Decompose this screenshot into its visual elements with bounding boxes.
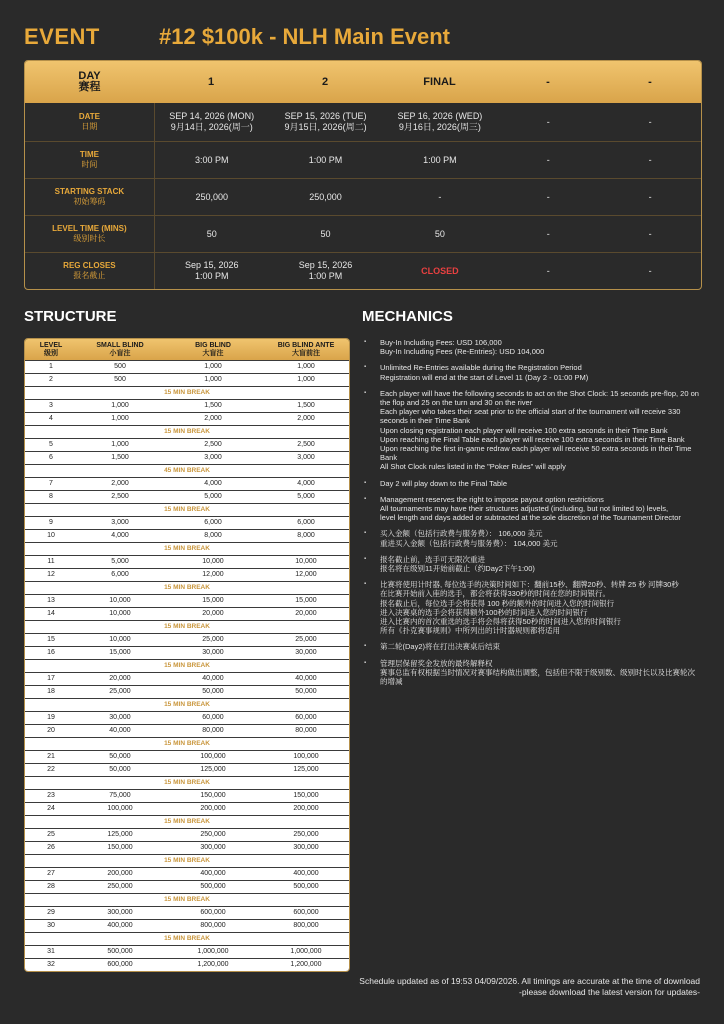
level-cell: 80,000 (202, 727, 224, 734)
level-row (25, 529, 349, 542)
level-row (25, 490, 349, 503)
mechanics-line: ▪ 报名截止前，选手可无限次重进 (380, 554, 485, 564)
schedule-cell: - (546, 228, 550, 239)
mechanics-line: ▪ Each player will have the following seconds to act on the Shot Clock: 15 seconds pre-flop, 20 on the flop and 25 on the turn and 30 on the river (380, 388, 699, 408)
level-row (25, 880, 349, 893)
level-cell: 13 (47, 597, 55, 604)
level-cell: 1,000 (111, 402, 129, 409)
level-cell: 8,000 (204, 532, 222, 539)
mechanics-item (364, 555, 700, 573)
schedule-cell: 50 (434, 228, 445, 239)
level-cell: 50,000 (109, 766, 131, 773)
mechanics-item (364, 642, 700, 651)
level-cell: 600,000 (293, 909, 319, 916)
level-cell: 17 (47, 675, 55, 682)
level-cell: 6,000 (204, 519, 222, 526)
level-cell: 400,000 (200, 870, 226, 877)
level-cell: 5,000 (111, 558, 129, 565)
mechanics-list (364, 338, 700, 693)
level-cell: 5,000 (204, 493, 222, 500)
schedule-row (25, 252, 701, 289)
level-cell: 1,000,000 (290, 948, 322, 955)
level-cell: 4,000 (297, 480, 315, 487)
level-cell: 3 (49, 402, 53, 409)
level-cell: 12 (47, 571, 55, 578)
level-cell: 150,000 (200, 792, 226, 799)
day-col-4: - (546, 75, 550, 88)
level-row (25, 906, 349, 919)
schedule-cell: - (546, 191, 550, 202)
mechanics-item (364, 659, 700, 687)
level-cell: 2,500 (297, 441, 315, 448)
mechanics-line: Upon reaching the Final Table each player will receive 100 extra seconds in their Time Bank (380, 434, 685, 444)
level-cell: 2,500 (111, 493, 129, 500)
level-cell: 30,000 (295, 649, 317, 656)
level-cell: 4 (49, 415, 53, 422)
schedule-cell: - (648, 265, 652, 276)
schedule-header-row (25, 61, 701, 103)
mechanics-line: ▪ 买入金额（包括行政费与服务费）： 106,000 美元 (380, 529, 543, 539)
break-row: 15 MIN BREAK (25, 425, 349, 438)
level-cell: 250,000 (200, 831, 226, 838)
level-cell: 29 (47, 909, 55, 916)
level-cell: 200,000 (200, 805, 226, 812)
level-cell: 1,000 (204, 363, 222, 370)
mechanics-line: ▪ 比赛将使用计时器, 每位选手的决策时间如下：翻前15秒、翻牌20秒、转牌 25 秒 河牌30秒 (380, 580, 679, 590)
level-cell: 20,000 (109, 675, 131, 682)
level-cell: 50,000 (109, 753, 131, 760)
break-row: 15 MIN BREAK (25, 542, 349, 555)
schedule-cell: - (648, 191, 652, 202)
mechanics-item (364, 495, 700, 523)
level-cell: 15,000 (109, 649, 131, 656)
level-row (25, 919, 349, 932)
mechanics-line: Registration will end at the start of Level 11 (Day 2 - 01:00 PM) (380, 372, 589, 382)
level-cell: 31 (47, 948, 55, 955)
schedule-row-label: DATE 日期 (25, 103, 155, 141)
level-cell: 60,000 (295, 714, 317, 721)
level-row (25, 373, 349, 386)
level-cell: 30,000 (202, 649, 224, 656)
level-cell: 40,000 (202, 675, 224, 682)
break-row: 15 MIN BREAK (25, 737, 349, 750)
level-row (25, 841, 349, 854)
level-cell: 23 (47, 792, 55, 799)
mechanics-line: 报名截止后，每位选手会将获得 100 秒的额外的时间进入您的时间银行 (380, 598, 615, 608)
mechanics-line: ▪ Unlimited Re-Entries available during the Registration Period (380, 363, 582, 373)
level-cell: 18 (47, 688, 55, 695)
level-cell: 250,000 (107, 883, 133, 890)
level-cell: 150,000 (293, 792, 319, 799)
level-cell: 600,000 (107, 961, 133, 968)
level-cell: 500,000 (293, 883, 319, 890)
level-cell: 9 (49, 519, 53, 526)
level-cell: 125,000 (293, 766, 319, 773)
mechanics-line: ▪ 管理层保留奖金发放的最终解释权 (380, 658, 493, 668)
schedule-row (25, 103, 701, 141)
mechanics-item (364, 580, 700, 635)
day-col-5: - (648, 75, 652, 88)
schedule-cell: 250,000 (309, 191, 342, 202)
break-row: 15 MIN BREAK (25, 659, 349, 672)
mechanics-line: Each player who takes their seat prior to the official start of the tournament will receive 330 seconds in their Time Bank (380, 407, 681, 426)
break-row: 15 MIN BREAK (25, 815, 349, 828)
schedule-cell: - (546, 154, 550, 165)
level-cell: 500 (114, 376, 126, 383)
level-row (25, 438, 349, 451)
schedule-row (25, 141, 701, 178)
level-cell: 1,000 (297, 376, 315, 383)
schedule-row-label: STARTING STACK 初始筹码 (25, 179, 155, 215)
level-row (25, 750, 349, 763)
level-cell: 1,000 (204, 376, 222, 383)
level-cell: 300,000 (107, 909, 133, 916)
schedule-cell: - (648, 116, 652, 127)
level-row (25, 763, 349, 776)
level-cell: 40,000 (295, 675, 317, 682)
level-cell: 16 (47, 649, 55, 656)
mechanics-line: 报名将在级别11开始前截止（约Day2下午1:00) (380, 564, 535, 574)
level-row (25, 451, 349, 464)
mechanics-line: All tournaments may have their structures adjusted (including, but not limited to) levels, (380, 504, 669, 514)
day-col-2: 2 (321, 75, 329, 88)
level-row (25, 399, 349, 412)
schedule-row-label: LEVEL TIME (MINS) 级别时长 (25, 216, 155, 252)
level-cell: 25,000 (109, 688, 131, 695)
level-row (25, 568, 349, 581)
level-cell: 25,000 (202, 636, 224, 643)
mechanics-item (364, 529, 700, 547)
level-cell: 27 (47, 870, 55, 877)
schedule-cell: CLOSED (421, 265, 459, 276)
level-cell: 40,000 (109, 727, 131, 734)
day-header (25, 61, 154, 103)
schedule-cell: - (648, 228, 652, 239)
schedule-cell: SEP 14, 2026 (MON) 9月14日, 2026(周一) (169, 111, 255, 132)
level-cell: 26 (47, 844, 55, 851)
level-cell: 24 (47, 805, 55, 812)
mechanics-line: 赛事总监有权根据当时情况对赛事结构做出调整，包括但不限于级别数、级别时长以及比赛轮次的增减 (380, 667, 695, 687)
mechanics-line: 进入决赛桌的选手会将获得额外100秒的时间进入您的时间银行 (380, 607, 588, 617)
level-cell: 3,000 (297, 454, 315, 461)
mechanics-line: ▪ 第二轮(Day2)将在打出决赛桌后结束 (380, 642, 501, 652)
level-cell: 400,000 (293, 870, 319, 877)
schedule-cell: 250,000 (195, 191, 228, 202)
level-cell: 1,000,000 (197, 948, 229, 955)
level-cell: 500 (114, 363, 126, 370)
level-cell: 10,000 (295, 558, 317, 565)
level-cell: 12,000 (295, 571, 317, 578)
schedule-cell: 3:00 PM (194, 154, 229, 165)
level-cell: 8,000 (297, 532, 315, 539)
level-row (25, 685, 349, 698)
mechanics-item (364, 363, 700, 381)
level-cell: 4,000 (204, 480, 222, 487)
level-row (25, 724, 349, 737)
footer-note (359, 976, 700, 998)
schedule-cell: - (438, 191, 442, 202)
level-cell: 3,000 (204, 454, 222, 461)
level-cell: 300,000 (293, 844, 319, 851)
break-row: 15 MIN BREAK (25, 386, 349, 399)
schedule-cell: - (546, 265, 550, 276)
level-cell: 200,000 (293, 805, 319, 812)
structure-header-row (25, 339, 349, 360)
schedule-cell: SEP 16, 2026 (WED) 9月16日, 2026(周三) (397, 111, 483, 132)
level-cell: 20 (47, 727, 55, 734)
level-cell: 125,000 (200, 766, 226, 773)
level-cell: 25 (47, 831, 55, 838)
level-cell: 6,000 (297, 519, 315, 526)
mechanics-line: All Shot Clock rules listed in the "Poker Rules" will apply (380, 462, 566, 472)
level-cell: 60,000 (202, 714, 224, 721)
level-cell: 14 (47, 610, 55, 617)
level-cell: 10 (47, 532, 55, 539)
level-row (25, 646, 349, 659)
level-cell: 2,000 (297, 415, 315, 422)
mechanics-item (364, 479, 700, 488)
level-cell: 500,000 (107, 948, 133, 955)
level-cell: 2 (49, 376, 53, 383)
break-row: 15 MIN BREAK (25, 893, 349, 906)
schedule-row-label: REG CLOSES 报名截止 (25, 253, 155, 289)
level-cell: 300,000 (200, 844, 226, 851)
col-small-blind: SMALL BLIND 小盲注 (96, 341, 144, 357)
level-cell: 7 (49, 480, 53, 487)
col-big-blind: BIG BLIND 大盲注 (195, 341, 231, 357)
level-cell: 3,000 (111, 519, 129, 526)
level-row (25, 516, 349, 529)
level-cell: 600,000 (200, 909, 226, 916)
day-col-final: FINAL (423, 75, 456, 88)
col-level: LEVEL 级别 (39, 341, 63, 357)
schedule-cell: 1:00 PM (423, 154, 457, 165)
break-row: 15 MIN BREAK (25, 581, 349, 594)
level-cell: 1,500 (204, 402, 222, 409)
level-cell: 15,000 (295, 597, 317, 604)
schedule-cell: 50 (206, 228, 217, 239)
level-cell: 10,000 (109, 636, 131, 643)
level-cell: 150,000 (107, 844, 133, 851)
level-cell: 1,200,000 (290, 961, 322, 968)
level-row (25, 594, 349, 607)
mechanics-line: 在比赛开始前入座的选手，都会将获得330秒的时间在您的时间银行。 (380, 589, 611, 599)
level-cell: 28 (47, 883, 55, 890)
level-cell: 1,000 (111, 441, 129, 448)
level-row (25, 633, 349, 646)
level-cell: 1,000 (297, 363, 315, 370)
break-row: 15 MIN BREAK (25, 854, 349, 867)
level-row (25, 828, 349, 841)
level-cell: 2,000 (204, 415, 222, 422)
schedule-cell: SEP 15, 2026 (TUE) 9月15日, 2026(周二) (284, 111, 367, 132)
mechanics-item (364, 338, 700, 356)
mechanics-line: ▪ Management reserves the right to impose payout option restrictions (380, 494, 604, 504)
schedule-cell: - (648, 154, 652, 165)
page-header (24, 24, 704, 54)
level-cell: 1,500 (297, 402, 315, 409)
level-row (25, 802, 349, 815)
footer-line-2: -please download the latest version for updates- (519, 987, 700, 997)
break-row: 15 MIN BREAK (25, 698, 349, 711)
level-cell: 2,000 (111, 480, 129, 487)
level-cell: 15 (47, 636, 55, 643)
footer-line-1: Schedule updated as of 19:53 04/09/2026. All timings are accurate at the time of download (359, 976, 700, 986)
structure-table (24, 338, 350, 972)
level-cell: 12,000 (202, 571, 224, 578)
col-big-blind-ante: BIG BLIND ANTE 大盲前注 (277, 341, 335, 357)
mechanics-line: ▪ Buy-In Including Fees: USD 106,000 (380, 338, 502, 347)
level-row (25, 477, 349, 490)
level-row (25, 412, 349, 425)
level-cell: 6 (49, 454, 53, 461)
mechanics-line: Upon closing registration each player will receive 100 extra seconds in their Time Bank (380, 425, 668, 435)
level-cell: 21 (47, 753, 55, 760)
level-row (25, 789, 349, 802)
schedule-cell: Sep 15, 2026 1:00 PM (298, 260, 353, 281)
level-cell: 200,000 (107, 870, 133, 877)
level-cell: 250,000 (293, 831, 319, 838)
level-cell: 30 (47, 922, 55, 929)
level-cell: 8 (49, 493, 53, 500)
schedule-cell: 50 (320, 228, 331, 239)
mechanics-item (364, 389, 700, 472)
structure-title: STRUCTURE (24, 308, 117, 325)
mechanics-line: 重进买入金额（包括行政费与服务费）： 104,000 美元 (380, 538, 558, 548)
level-cell: 20,000 (202, 610, 224, 617)
level-cell: 800,000 (200, 922, 226, 929)
schedule-cell: 1:00 PM (308, 154, 343, 165)
level-cell: 125,000 (107, 831, 133, 838)
schedule-row (25, 178, 701, 215)
mechanics-line: Upon reaching the first in-game redraw each player will receive 50 extra seconds in their Time Bank (380, 444, 692, 463)
level-cell: 500,000 (200, 883, 226, 890)
mechanics-line: level length and days added or subtracted at the sole discretion of the Tournament Director (380, 513, 681, 523)
break-row: 15 MIN BREAK (25, 932, 349, 945)
schedule-cell: - (546, 116, 550, 127)
level-cell: 1,200,000 (197, 961, 229, 968)
level-row (25, 555, 349, 568)
level-row (25, 945, 349, 958)
schedule-row-label: TIME 时间 (25, 142, 155, 178)
schedule-row (25, 215, 701, 252)
mechanics-line: 所有《扑克赛事规则》中所列出的计时器规则都将适用 (380, 626, 560, 636)
day-label-zh: 赛程 (78, 81, 101, 93)
level-cell: 10,000 (109, 610, 131, 617)
level-row (25, 867, 349, 880)
level-cell: 32 (47, 961, 55, 968)
level-row (25, 672, 349, 685)
level-row (25, 607, 349, 620)
level-cell: 11 (47, 558, 55, 565)
break-row: 15 MIN BREAK (25, 776, 349, 789)
level-row (25, 958, 349, 971)
schedule-cell: Sep 15, 2026 1:00 PM (184, 260, 239, 281)
level-cell: 400,000 (107, 922, 133, 929)
level-cell: 5,000 (297, 493, 315, 500)
level-cell: 50,000 (202, 688, 224, 695)
level-row (25, 711, 349, 724)
level-cell: 75,000 (109, 792, 131, 799)
level-cell: 22 (47, 766, 55, 773)
level-cell: 10,000 (202, 558, 224, 565)
day-label-en: DAY (78, 70, 101, 82)
level-cell: 1,000 (111, 415, 129, 422)
level-cell: 30,000 (109, 714, 131, 721)
event-title: #12 $100k - NLH Main Event (159, 24, 451, 49)
level-cell: 800,000 (293, 922, 319, 929)
level-cell: 25,000 (295, 636, 317, 643)
break-row: 45 MIN BREAK (25, 464, 349, 477)
level-row (25, 360, 349, 373)
level-cell: 15,000 (202, 597, 224, 604)
level-cell: 50,000 (295, 688, 317, 695)
level-cell: 5 (49, 441, 53, 448)
level-cell: 100,000 (200, 753, 226, 760)
level-cell: 2,500 (204, 441, 222, 448)
mechanics-title: MECHANICS (362, 308, 453, 325)
level-cell: 1,500 (111, 454, 129, 461)
event-label: EVENT (24, 24, 100, 49)
level-cell: 10,000 (109, 597, 131, 604)
level-cell: 4,000 (111, 532, 129, 539)
level-cell: 6,000 (111, 571, 129, 578)
schedule-table (24, 60, 702, 290)
level-cell: 100,000 (293, 753, 319, 760)
mechanics-line: 进入比赛内的首次重选的选手将会得将获得50秒的时间进入您的时间银行 (380, 617, 621, 627)
level-cell: 19 (47, 714, 55, 721)
break-row: 15 MIN BREAK (25, 503, 349, 516)
level-cell: 1 (49, 363, 53, 370)
mechanics-line: ▪ Day 2 will play down to the Final Table (380, 478, 508, 488)
level-cell: 80,000 (295, 727, 317, 734)
break-row: 15 MIN BREAK (25, 620, 349, 633)
level-cell: 100,000 (107, 805, 133, 812)
level-cell: 20,000 (295, 610, 317, 617)
day-col-1: 1 (207, 75, 215, 88)
mechanics-line: Buy-In Including Fees (Re-Entries): USD 104,000 (380, 347, 545, 357)
